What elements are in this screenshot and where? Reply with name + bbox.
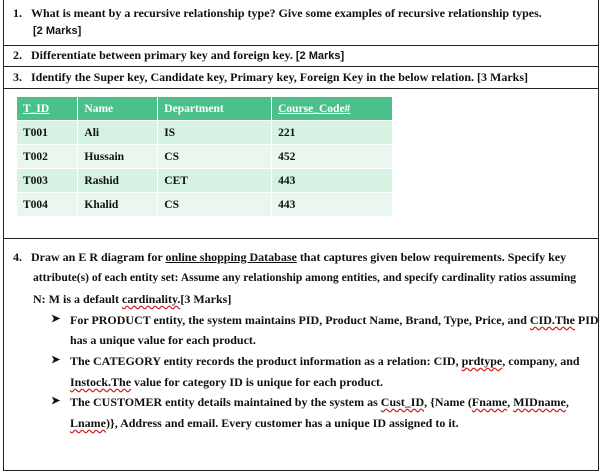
row-divider-4 <box>3 238 599 239</box>
row-divider-1 <box>3 45 599 46</box>
cell-name: Khalid <box>78 193 158 217</box>
header-name: Name <box>78 97 158 121</box>
question-4-number: 4. <box>13 250 22 264</box>
bullet-3-line-1: The CUSTOMER entity details maintained by the system as Cust_ID, {Name (Fname, MIDname, <box>70 395 569 409</box>
question-1-marks: [2 Marks] <box>33 25 82 37</box>
cell-name: Rashid <box>78 169 158 193</box>
cell-department: IS <box>158 121 272 145</box>
table-row <box>17 193 393 217</box>
bullet-1-line-2: has a unique value for each product. <box>70 333 256 347</box>
question-1-text: What is meant by a recursive relationship type? Give some examples of recursive relationship types. <box>31 6 542 20</box>
question-4-line-3: N: M is a default cardinality.[3 Marks] <box>33 292 232 306</box>
arrow-bullet-icon: ➤ <box>51 354 61 366</box>
arrow-bullet-icon: ➤ <box>51 313 61 325</box>
cell-course-code: 221 <box>272 121 393 145</box>
question-1 <box>13 5 542 21</box>
arrow-bullet-icon: ➤ <box>51 395 61 407</box>
table-header-row <box>17 97 393 121</box>
table-row <box>17 121 393 145</box>
header-department: Department <box>158 97 272 121</box>
cell-course-code: 443 <box>272 193 393 217</box>
bullet-3-line-2: Lname)}, Address and email. Every customer has a unique ID assigned to it. <box>70 416 459 430</box>
cell-t-id: T003 <box>17 169 78 193</box>
cell-name: Ali <box>78 121 158 145</box>
cell-name: Hussain <box>78 145 158 169</box>
cell-department: CET <box>158 169 272 193</box>
question-4-line-2: attribute(s) of each entity set: Assume any relationship among entities, and specify cardinality ratios assuming <box>33 271 577 284</box>
cell-t-id: T004 <box>17 193 78 217</box>
bullet-1-line-1: For PRODUCT entity, the system maintains PID, Product Name, Brand, Type, Price, and CID.The PID <box>70 313 599 327</box>
table-row <box>17 145 393 169</box>
question-4-line-1: 4. Draw an E R diagram for online shopping Database that captures given below requirements. Specify key <box>13 250 567 264</box>
table-row <box>17 169 393 193</box>
question-2-text: Differentiate between primary key and foreign key. <box>31 48 293 62</box>
question-3 <box>13 69 528 85</box>
bullet-2-line-2: Instock.The value for category ID is unique for each product. <box>70 375 384 389</box>
cell-department: CS <box>158 193 272 217</box>
bullet-2-line-1: The CATEGORY entity records the product information as a relation: CID, prdtype, company, and <box>70 354 580 368</box>
relation-table <box>17 97 393 216</box>
cell-t-id: T002 <box>17 145 78 169</box>
question-2 <box>13 47 344 64</box>
row-divider-3 <box>3 88 599 89</box>
cell-course-code: 452 <box>272 145 393 169</box>
underlined-topic: online shopping Database <box>165 250 297 264</box>
question-3-number: 3. <box>13 70 22 84</box>
question-2-number: 2. <box>13 48 22 62</box>
cell-t-id: T001 <box>17 121 78 145</box>
question-1-number: 1. <box>13 6 22 20</box>
row-divider-2 <box>3 66 599 67</box>
header-course-code: Course_Code# <box>272 97 393 121</box>
question-2-marks: [2 Marks] <box>295 50 345 62</box>
cell-department: CS <box>158 145 272 169</box>
cell-course-code: 443 <box>272 169 393 193</box>
question-3-text: Identify the Super key, Candidate key, Primary key, Foreign Key in the below relation. [3 Marks] <box>31 70 528 84</box>
header-t-id: T_ID <box>17 97 78 121</box>
